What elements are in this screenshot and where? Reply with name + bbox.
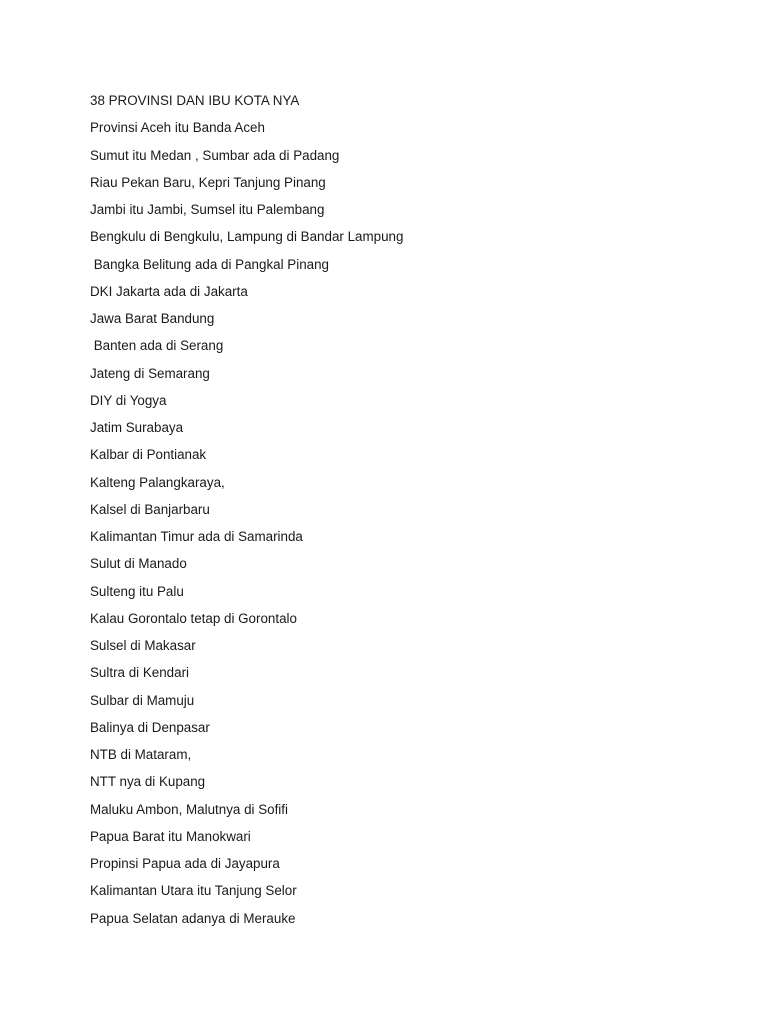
text-line: NTB di Mataram, (90, 747, 192, 762)
text-line: Sulbar di Mamuju (90, 692, 195, 708)
text-line: Sulut di Manado (90, 556, 187, 572)
text-line: Jawa Barat Bandung (90, 311, 215, 326)
text-line: DKI Jakarta ada di Jakarta (90, 283, 248, 299)
text-line: Banten ada di Serang (90, 338, 224, 354)
text-line: NTT nya di Kupang (90, 774, 206, 790)
text-line: Papua Selatan adanya di Merauke (90, 910, 296, 926)
text-line: Kalimantan Timur ada di Samarinda (90, 529, 303, 544)
text-line: Kalimantan Utara itu Tanjung Selor (90, 883, 297, 899)
text-line: Provinsi Aceh itu Banda Aceh (90, 120, 265, 136)
text-line: Maluku Ambon, Malutnya di Sofifi (90, 801, 288, 817)
text-line: Sumut itu Medan , Sumbar ada di Padang (90, 147, 340, 163)
text-line: Kalsel di Banjarbaru (90, 501, 210, 517)
text-line: Sulteng itu Palu (90, 583, 184, 599)
document-title: 38 PROVINSI DAN IBU KOTA NYA (90, 93, 300, 108)
text-line: Jambi itu Jambi, Sumsel itu Palembang (90, 202, 325, 217)
text-line: Jatim Surabaya (90, 420, 184, 435)
text-line: Jateng di Semarang (90, 365, 210, 381)
text-line: Kalau Gorontalo tetap di Gorontalo (90, 610, 297, 626)
text-line: Papua Barat itu Manokwari (90, 828, 251, 844)
text-line: Kalteng Palangkaraya, (90, 474, 225, 490)
text-line: Sulsel di Makasar (90, 638, 196, 653)
text-line: DIY di Yogya (90, 392, 167, 408)
text-line: Bangka Belitung ada di Pangkal Pinang (90, 256, 329, 272)
text-line: Bengkulu di Bengkulu, Lampung di Bandar Lampung (90, 229, 404, 245)
text-line: Sultra di Kendari (90, 665, 189, 681)
text-line: Kalbar di Pontianak (90, 447, 207, 463)
text-line: Riau Pekan Baru, Kepri Tanjung Pinang (90, 174, 326, 190)
text-lines (90, 91, 403, 936)
text-line: Propinsi Papua ada di Jayapura (90, 856, 280, 871)
text-line: Balinya di Denpasar (90, 719, 210, 735)
